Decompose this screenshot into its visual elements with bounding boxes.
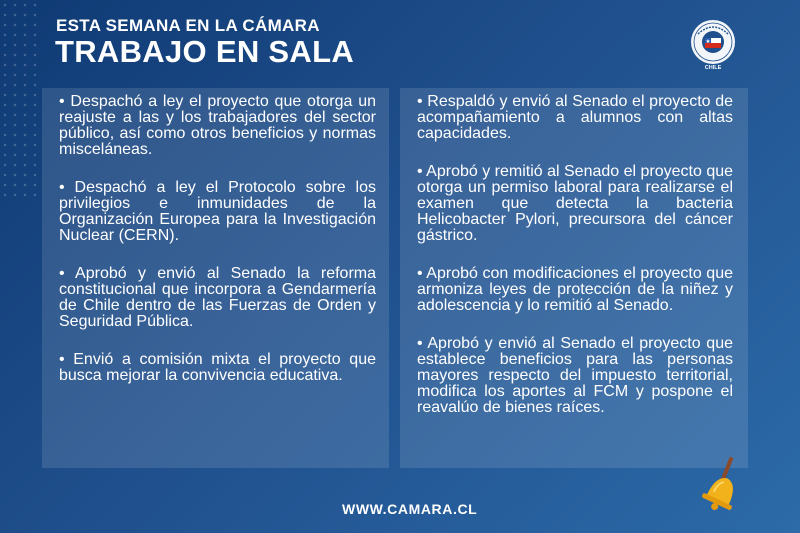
- left-news-panel: [42, 88, 389, 468]
- seal-country: CHILE: [704, 65, 722, 71]
- section-kicker: ESTA SEMANA EN LA CÁMARA: [56, 16, 320, 35]
- list-item: • Despachó a ley el proyecto que otorga un reajuste a las y los trabajadores del sector público, así como otros beneficios y normas misceláneas.: [59, 93, 376, 158]
- list-item: • Envió a comisión mixta el proyecto que busca mejorar la convivencia educativa.: [59, 351, 376, 384]
- chamber-seal-icon: [685, 16, 741, 72]
- list-item: • Aprobó con modificaciones el proyecto que armoniza leyes de protección de la niñez y adolescencia y lo remitió al Senado.: [417, 265, 733, 314]
- right-news-panel: [400, 88, 748, 468]
- list-item: • Aprobó y envió al Senado el proyecto que establece beneficios para las personas mayores respecto del impuesto territorial, modifica los aportes al FCM y pospone el reavalúo de bienes raíces.: [417, 335, 733, 416]
- bell-icon: [693, 455, 753, 515]
- dot-pattern-decoration: [0, 0, 40, 200]
- list-item: • Aprobó y remitió al Senado el proyecto que otorga un permiso laboral para realizarse el examen que detecta la bacteria Helicobacter Pylori, precursora del cáncer gástrico.: [417, 163, 734, 244]
- list-item: • Aprobó y envió al Senado la reforma constitucional que incorpora a Gendarmería de Chile dentro de las Fuerzas de Orden y Seguridad Pública.: [59, 265, 376, 330]
- page-title: TRABAJO EN SALA: [55, 34, 355, 69]
- list-item: • Respaldó y envió al Senado el proyecto de acompañamiento a alumnos con altas capacidades.: [417, 93, 733, 142]
- website-link[interactable]: WWW.CAMARA.CL: [342, 501, 478, 517]
- list-item: • Despachó a ley el Protocolo sobre los privilegios e inmunidades de la Organización Europea para la Investigación Nuclear (CERN).: [59, 179, 376, 244]
